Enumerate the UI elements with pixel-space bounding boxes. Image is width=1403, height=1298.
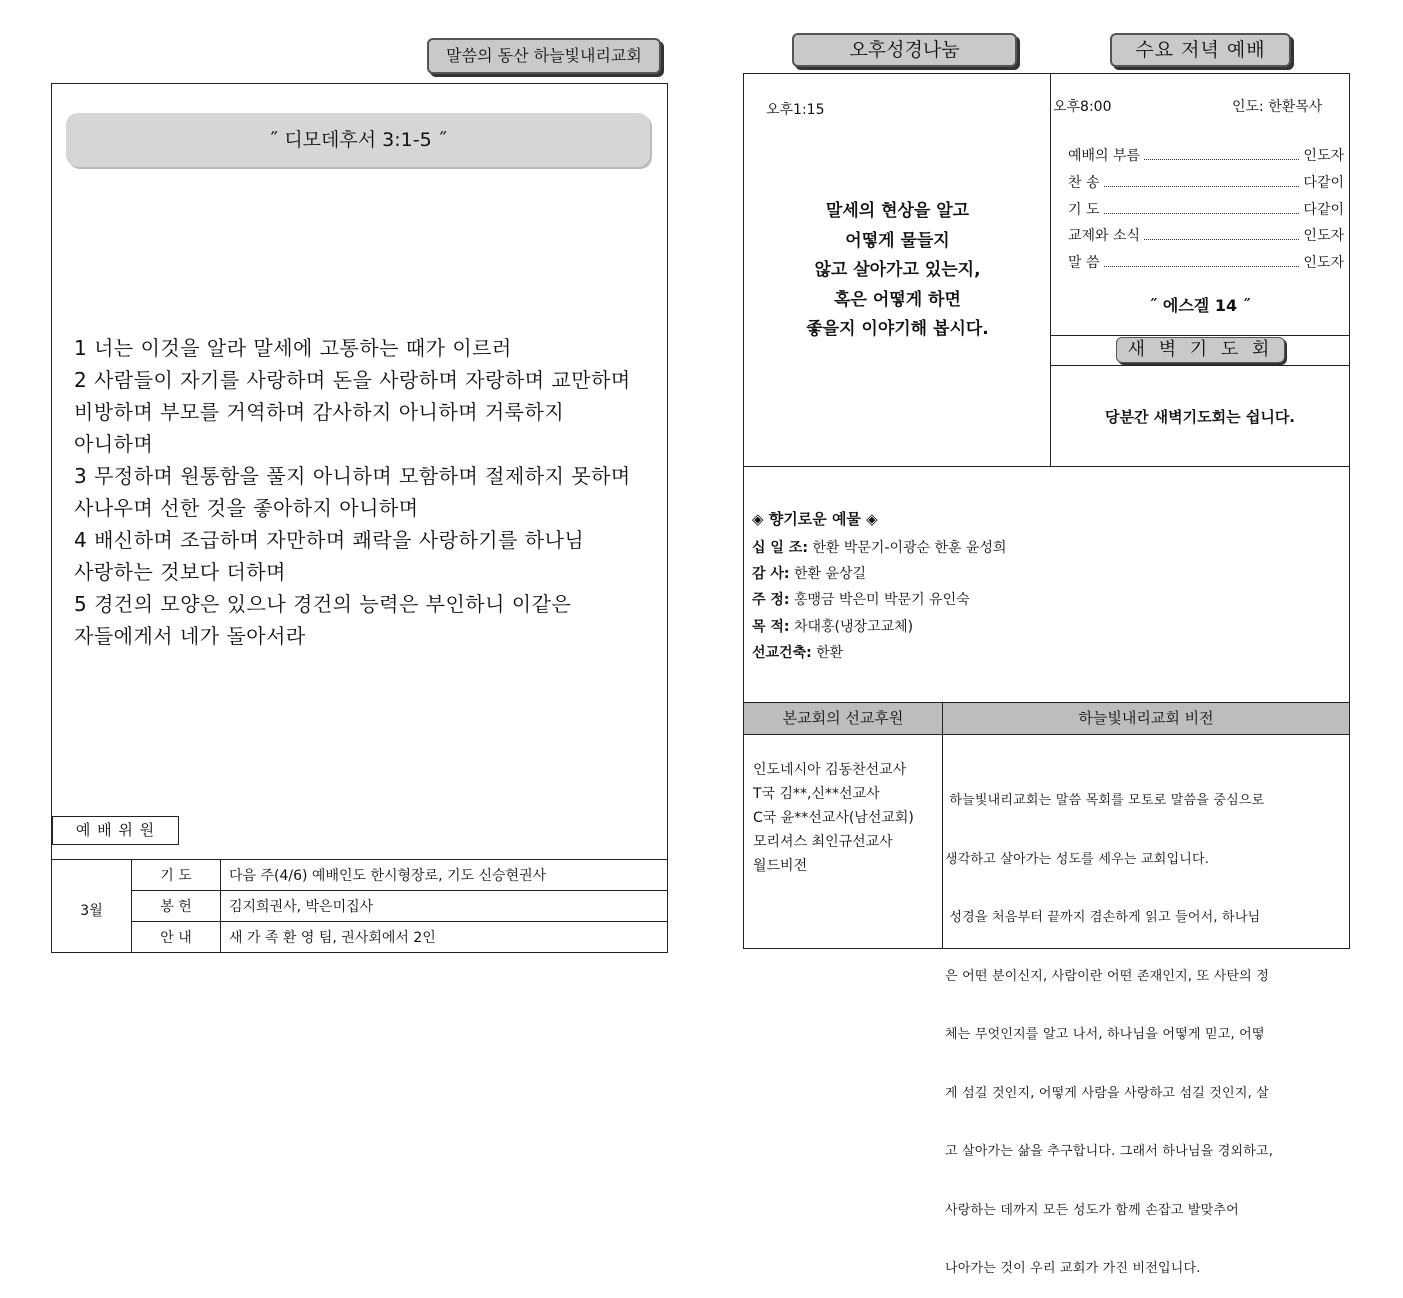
vision-header: 하늘빛내리교회 비전 <box>943 703 1349 734</box>
afternoon-title: 오후성경나눔 <box>792 33 1017 67</box>
scripture-text <box>74 332 664 652</box>
vision-line: 생각하고 살아가는 성도를 세우는 교회입니다. <box>945 851 1210 867</box>
divider <box>743 466 1350 467</box>
committee-role: 기 도 <box>160 868 192 884</box>
mission-item: C국 윤**선교사(남선교회) <box>753 810 914 826</box>
committee-value: 새 가 족 환 영 팀, 권사회에서 2인 <box>229 930 436 946</box>
message-line: 좋을지 이야기해 봅시다. <box>806 319 989 339</box>
offerings-header: ◈ 향기로운 예물 ◈ <box>752 510 878 528</box>
order-value: 인도자 <box>1303 255 1344 271</box>
missions-list <box>753 758 914 878</box>
dawn-prayer-notice: 당분간 새벽기도회는 쉽니다. <box>1104 408 1296 426</box>
divider <box>1050 335 1350 336</box>
verse-line: 사랑하는 것보다 더하며 <box>74 560 286 584</box>
message-line: 말세의 현상을 알고 <box>825 201 970 221</box>
verse-line: 자들에게서 네가 돌아서라 <box>74 624 306 648</box>
committee-value: 김지희권사, 박은미집사 <box>229 899 374 915</box>
verse-line: 사나우며 선한 것을 좋아하지 아니하며 <box>74 496 419 520</box>
order-label: 예배의 부름 <box>1068 148 1141 164</box>
divider <box>743 734 1350 735</box>
offering-value: 한환 <box>811 645 844 661</box>
verse-line: 비방하며 부모를 거역하며 감사하지 아니하며 거룩하지 <box>74 400 565 424</box>
offering-row <box>752 616 913 636</box>
message-line: 어떻게 물들지 <box>845 230 950 251</box>
committee-value: 다음 주(4/6) 예배인도 한시형장로, 기도 신승현권사 <box>229 868 547 884</box>
divider <box>942 702 943 949</box>
message-line: 않고 살아가고 있는지, <box>814 260 981 280</box>
offering-label: 선교건축: <box>752 645 812 661</box>
offering-row <box>752 589 970 609</box>
dot-leader <box>1104 204 1300 214</box>
offering-value: 한환 윤상길 <box>789 566 867 582</box>
vision-line: 은 어떤 분이신지, 사람이란 어떤 존재인지, 또 사탄의 정 <box>945 968 1269 984</box>
afternoon-time: 오후1:15 <box>766 102 825 118</box>
offering-value: 홍맹금 박은미 박문기 유인숙 <box>789 592 970 608</box>
wednesday-passage: ˝ 에스겔 14 ˝ <box>1149 296 1251 315</box>
order-label: 말 씀 <box>1068 255 1100 271</box>
church-banner: 말씀의 동산 하늘빛내리교회 <box>427 38 661 74</box>
vision-line: 사랑하는 데까지 모든 성도가 함께 손잡고 발맞추어 <box>945 1202 1239 1218</box>
divider <box>131 890 667 891</box>
mission-item: 월드비전 <box>753 858 808 874</box>
order-label: 찬 송 <box>1068 175 1100 191</box>
order-label: 기 도 <box>1068 202 1100 218</box>
verse-line: 2 사람들이 자기를 사랑하며 돈을 사랑하며 자랑하며 교만하며 <box>74 368 631 392</box>
offering-label: 목 적: <box>752 619 790 635</box>
divider <box>1050 365 1350 366</box>
vision-line: 체는 무엇인지를 알고 나서, 하나님을 어떻게 믿고, 어떻 <box>945 1027 1265 1042</box>
order-row <box>1068 172 1344 192</box>
wednesday-leader: 인도: 한환목사 <box>1232 99 1323 115</box>
divider <box>52 859 667 860</box>
dot-leader <box>1144 230 1299 240</box>
vision-text <box>945 752 1347 1298</box>
verse-line: 아니하며 <box>74 432 154 456</box>
order-row <box>1068 145 1344 165</box>
vision-line: 고 살아가는 삶을 추구합니다. 그래서 하나님을 경외하고, <box>945 1144 1274 1159</box>
dot-leader <box>1104 177 1300 187</box>
order-row <box>1068 252 1344 272</box>
vision-line: 하늘빛내리교회는 말씀 목회를 모토로 말씀을 중심으로 <box>945 793 1265 808</box>
order-value: 다같이 <box>1303 202 1344 218</box>
order-value: 인도자 <box>1303 148 1344 164</box>
offering-row <box>752 537 1007 557</box>
order-row <box>1068 225 1344 245</box>
wednesday-title: 수요 저녁 예배 <box>1110 33 1291 67</box>
dot-leader <box>1144 150 1299 160</box>
offering-label: 주 정: <box>752 592 790 608</box>
vision-line: 성경을 처음부터 끝까지 겸손하게 읽고 들어서, 하나님 <box>945 910 1261 925</box>
afternoon-message <box>745 197 1050 345</box>
missions-header: 본교회의 선교후원 <box>744 703 942 734</box>
verse-line: 1 너는 이것을 알라 말세에 고통하는 때가 이르러 <box>74 336 512 360</box>
offering-row <box>752 563 866 583</box>
offering-label: 십 일 조: <box>752 540 808 556</box>
worship-committee-label: 예 배 위 원 <box>52 816 179 845</box>
vision-line: 나아가는 것이 우리 교회가 가진 비전입니다. <box>945 1261 1201 1276</box>
vision-line: 게 섬길 것인지, 어떻게 사람을 사랑하고 섬길 것인지, 살 <box>945 1085 1269 1101</box>
verse-line: 5 경건의 모양은 있으나 경건의 능력은 부인하니 이같은 <box>74 592 572 616</box>
order-value: 인도자 <box>1303 228 1344 244</box>
dawn-prayer-title: 새 벽 기 도 회 <box>1116 337 1285 363</box>
divider <box>131 921 667 922</box>
dot-leader <box>1104 257 1300 267</box>
passage-title: ˝ 디모데후서 3:1-5 ˝ <box>66 113 650 167</box>
offering-label: 감 사: <box>752 566 790 582</box>
message-line: 혹은 어떻게 하면 <box>834 289 961 310</box>
committee-role: 안 내 <box>160 930 192 946</box>
offering-value: 차대홍(냉장고교체) <box>789 619 914 635</box>
offering-row <box>752 642 843 662</box>
committee-role: 봉 헌 <box>160 899 192 915</box>
verse-line: 4 배신하며 조급하며 자만하며 쾌락을 사랑하기를 하나님 <box>74 528 585 552</box>
committee-month: 3월 <box>80 903 103 919</box>
verse-line: 3 무정하며 원통함을 풀지 아니하며 모함하며 절제하지 못하며 <box>74 464 631 488</box>
wednesday-time: 오후8:00 <box>1053 99 1112 115</box>
order-row <box>1068 199 1344 219</box>
order-label: 교제와 소식 <box>1068 228 1141 244</box>
divider <box>220 859 221 952</box>
order-value: 다같이 <box>1303 175 1344 191</box>
mission-item: 모리셔스 최인규선교사 <box>753 834 893 850</box>
offering-value: 한환 박문기-이광순 한훈 윤성희 <box>807 540 1007 556</box>
mission-item: T국 김**,신**선교사 <box>753 786 880 802</box>
mission-item: 인도네시아 김동찬선교사 <box>753 762 907 778</box>
